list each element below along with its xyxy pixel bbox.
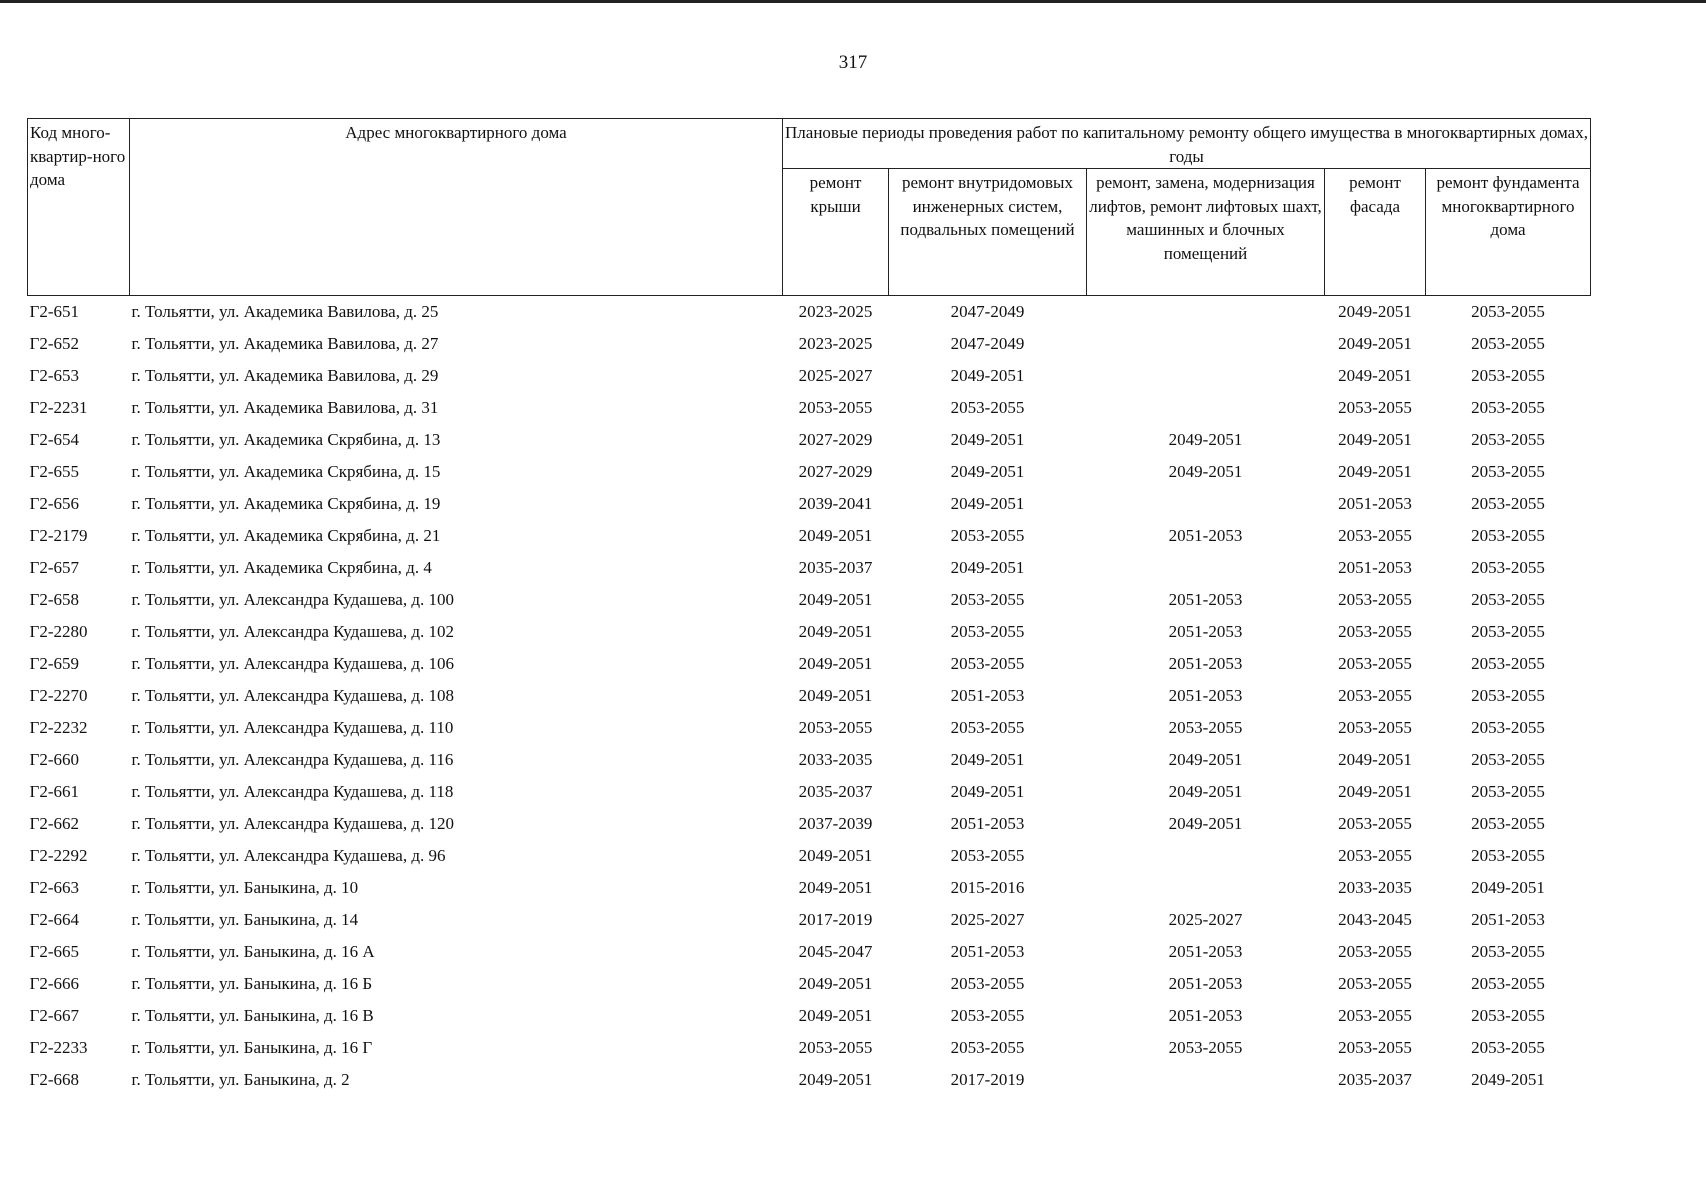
cell-elevators: 2051-2053 (1168, 526, 1243, 545)
table-row (28, 584, 1591, 616)
cell-roof: 2053-2055 (798, 398, 873, 417)
cell-elevators: 2051-2053 (1168, 1006, 1243, 1025)
cell-roof: 2025-2027 (798, 366, 873, 385)
cell-facade: 2053-2055 (1338, 590, 1412, 609)
cell-engineering: 2053-2055 (950, 622, 1025, 641)
cell-code: Г2-662 (29, 814, 79, 833)
cell-facade: 2051-2053 (1338, 494, 1412, 513)
cell-address: г. Тольятти, ул. Баныкина, д. 16 Б (131, 974, 373, 993)
cell-address: г. Тольятти, ул. Александра Кудашева, д. 118 (131, 782, 454, 801)
cell-roof: 2049-2051 (798, 622, 873, 641)
table-row (28, 712, 1591, 744)
cell-code: Г2-2232 (29, 718, 88, 737)
page-number: 317 (838, 52, 868, 73)
cell-facade: 2049-2051 (1338, 302, 1412, 321)
cell-facade: 2053-2055 (1338, 1006, 1412, 1025)
table-row (28, 456, 1591, 488)
header-facade: ремонт фасада (1325, 169, 1426, 296)
cell-code: Г2-2179 (29, 526, 88, 545)
table-row (28, 744, 1591, 776)
cell-facade: 2049-2051 (1338, 430, 1412, 449)
table-row (28, 488, 1591, 520)
cell-engineering: 2015-2016 (950, 878, 1025, 897)
header-foundation: ремонт фундамента многоквартирного дома (1426, 169, 1591, 296)
cell-code: Г2-2231 (29, 398, 88, 417)
cell-engineering: 2025-2027 (950, 910, 1025, 929)
table-row (28, 936, 1591, 968)
cell-address: г. Тольятти, ул. Александра Кудашева, д. 106 (131, 654, 454, 673)
cell-engineering: 2053-2055 (950, 398, 1025, 417)
cell-facade: 2035-2037 (1338, 1070, 1412, 1089)
cell-code: Г2-2233 (29, 1038, 88, 1057)
cell-engineering: 2049-2051 (950, 462, 1025, 481)
table-row (28, 904, 1591, 936)
cell-address: г. Тольятти, ул. Александра Кудашева, д. 110 (131, 718, 454, 737)
table-row (28, 1032, 1591, 1064)
cell-facade: 2053-2055 (1338, 974, 1412, 993)
table-row (28, 840, 1591, 872)
cell-elevators: 2049-2051 (1168, 462, 1243, 481)
cell-facade: 2053-2055 (1338, 526, 1412, 545)
cell-engineering: 2049-2051 (950, 750, 1025, 769)
cell-elevators: 2053-2055 (1168, 1038, 1243, 1057)
cell-facade: 2053-2055 (1338, 398, 1412, 417)
cell-code: Г2-660 (29, 750, 79, 769)
cell-roof: 2039-2041 (798, 494, 873, 513)
cell-roof: 2053-2055 (798, 1038, 873, 1057)
table-header (28, 119, 1591, 296)
cell-engineering: 2051-2053 (950, 814, 1025, 833)
cell-code: Г2-665 (29, 942, 79, 961)
cell-elevators (1087, 552, 1325, 584)
cell-elevators (1087, 360, 1325, 392)
cell-roof: 2049-2051 (798, 974, 873, 993)
cell-address: г. Тольятти, ул. Академика Скрябина, д. 15 (131, 462, 441, 481)
cell-roof: 2049-2051 (798, 1006, 873, 1025)
cell-elevators (1087, 840, 1325, 872)
table-body (28, 296, 1591, 1097)
cell-roof: 2035-2037 (798, 782, 873, 801)
header-row-top (28, 119, 1591, 169)
cell-facade: 2053-2055 (1338, 942, 1412, 961)
cell-foundation: 2053-2055 (1471, 1038, 1545, 1057)
cell-elevators: 2049-2051 (1168, 782, 1243, 801)
cell-code: Г2-659 (29, 654, 79, 673)
cell-facade: 2053-2055 (1338, 718, 1412, 737)
cell-roof: 2049-2051 (798, 846, 873, 865)
top-border-line (0, 0, 1706, 3)
cell-engineering: 2049-2051 (950, 430, 1025, 449)
cell-roof: 2037-2039 (798, 814, 873, 833)
cell-foundation: 2053-2055 (1471, 366, 1545, 385)
cell-code: Г2-667 (29, 1006, 79, 1025)
cell-facade: 2053-2055 (1338, 686, 1412, 705)
cell-engineering: 2053-2055 (950, 1038, 1025, 1057)
cell-engineering: 2049-2051 (950, 558, 1025, 577)
cell-address: г. Тольятти, ул. Академика Вавилова, д. 25 (131, 302, 439, 321)
cell-engineering: 2053-2055 (950, 1006, 1025, 1025)
cell-foundation: 2053-2055 (1471, 750, 1545, 769)
table-row (28, 392, 1591, 424)
cell-elevators: 2053-2055 (1168, 718, 1243, 737)
cell-elevators (1087, 1064, 1325, 1096)
cell-foundation: 2053-2055 (1471, 654, 1545, 673)
cell-foundation: 2053-2055 (1471, 558, 1545, 577)
cell-engineering: 2049-2051 (950, 366, 1025, 385)
cell-foundation: 2053-2055 (1471, 686, 1545, 705)
cell-elevators: 2051-2053 (1168, 622, 1243, 641)
cell-address: г. Тольятти, ул. Баныкина, д. 16 А (131, 942, 375, 961)
cell-foundation: 2051-2053 (1471, 910, 1545, 929)
cell-roof: 2049-2051 (798, 1070, 873, 1089)
cell-foundation: 2053-2055 (1471, 846, 1545, 865)
cell-address: г. Тольятти, ул. Баныкина, д. 10 (131, 878, 359, 897)
cell-elevators (1087, 488, 1325, 520)
cell-code: Г2-2280 (29, 622, 88, 641)
cell-foundation: 2053-2055 (1471, 398, 1545, 417)
cell-address: г. Тольятти, ул. Баныкина, д. 16 В (131, 1006, 374, 1025)
cell-foundation: 2053-2055 (1471, 942, 1545, 961)
cell-roof: 2049-2051 (798, 654, 873, 673)
header-code: Код много-квартир-ного дома (28, 119, 130, 296)
cell-elevators: 2051-2053 (1168, 654, 1243, 673)
header-roof: ремонт крыши (783, 169, 889, 296)
cell-elevators: 2051-2053 (1168, 974, 1243, 993)
cell-engineering: 2053-2055 (950, 974, 1025, 993)
cell-address: г. Тольятти, ул. Академика Скрябина, д. 4 (131, 558, 432, 577)
cell-facade: 2049-2051 (1338, 782, 1412, 801)
cell-code: Г2-661 (29, 782, 79, 801)
cell-code: Г2-666 (29, 974, 79, 993)
cell-code: Г2-656 (29, 494, 79, 513)
cell-foundation: 2053-2055 (1471, 590, 1545, 609)
cell-engineering: 2049-2051 (950, 494, 1025, 513)
cell-address: г. Тольятти, ул. Академика Вавилова, д. 27 (131, 334, 439, 353)
cell-code: Г2-664 (29, 910, 79, 929)
cell-address: г. Тольятти, ул. Александра Кудашева, д. 100 (131, 590, 454, 609)
table-row (28, 872, 1591, 904)
header-periods-group: Плановые периоды проведения работ по капитальному ремонту общего имущества в многоквартирных домах, годы (783, 119, 1591, 169)
cell-code: Г2-658 (29, 590, 79, 609)
cell-elevators: 2049-2051 (1168, 814, 1243, 833)
cell-engineering: 2053-2055 (950, 654, 1025, 673)
cell-code: Г2-657 (29, 558, 79, 577)
cell-foundation: 2053-2055 (1471, 302, 1545, 321)
cell-address: г. Тольятти, ул. Академика Вавилова, д. 31 (131, 398, 439, 417)
cell-elevators (1087, 328, 1325, 360)
cell-foundation: 2053-2055 (1471, 462, 1545, 481)
cell-facade: 2049-2051 (1338, 462, 1412, 481)
cell-roof: 2027-2029 (798, 430, 873, 449)
cell-engineering: 2017-2019 (950, 1070, 1025, 1089)
cell-engineering: 2047-2049 (950, 334, 1025, 353)
cell-elevators: 2049-2051 (1168, 430, 1243, 449)
cell-engineering: 2053-2055 (950, 718, 1025, 737)
cell-roof: 2035-2037 (798, 558, 873, 577)
cell-engineering: 2053-2055 (950, 590, 1025, 609)
cell-roof: 2049-2051 (798, 878, 873, 897)
table-row (28, 648, 1591, 680)
table-row (28, 520, 1591, 552)
cell-elevators (1087, 392, 1325, 424)
table-row (28, 1064, 1591, 1096)
cell-foundation: 2053-2055 (1471, 782, 1545, 801)
cell-address: г. Тольятти, ул. Академика Скрябина, д. 19 (131, 494, 441, 513)
cell-address: г. Тольятти, ул. Александра Кудашева, д. 116 (131, 750, 454, 769)
cell-elevators: 2049-2051 (1168, 750, 1243, 769)
header-address: Адрес многоквартирного дома (130, 119, 783, 296)
table-row (28, 776, 1591, 808)
cell-roof: 2023-2025 (798, 334, 873, 353)
cell-address: г. Тольятти, ул. Академика Скрябина, д. 13 (131, 430, 441, 449)
table-row (28, 296, 1591, 329)
cell-foundation: 2053-2055 (1471, 622, 1545, 641)
cell-foundation: 2053-2055 (1471, 718, 1545, 737)
cell-roof: 2045-2047 (798, 942, 873, 961)
table-row (28, 968, 1591, 1000)
cell-facade: 2049-2051 (1338, 366, 1412, 385)
cell-foundation: 2049-2051 (1471, 1070, 1545, 1089)
cell-elevators: 2051-2053 (1168, 686, 1243, 705)
cell-engineering: 2047-2049 (950, 302, 1025, 321)
table-row (28, 552, 1591, 584)
cell-address: г. Тольятти, ул. Александра Кудашева, д. 96 (131, 846, 446, 865)
cell-address: г. Тольятти, ул. Академика Скрябина, д. 21 (131, 526, 441, 545)
cell-facade: 2049-2051 (1338, 750, 1412, 769)
cell-code: Г2-663 (29, 878, 79, 897)
cell-roof: 2017-2019 (798, 910, 873, 929)
header-engineering: ремонт внутридомовых инженерных систем, подвальных помещений (889, 169, 1087, 296)
cell-roof: 2053-2055 (798, 718, 873, 737)
cell-address: г. Тольятти, ул. Александра Кудашева, д. 108 (131, 686, 454, 705)
cell-facade: 2033-2035 (1338, 878, 1412, 897)
cell-engineering: 2053-2055 (950, 526, 1025, 545)
cell-engineering: 2049-2051 (950, 782, 1025, 801)
cell-code: Г2-2292 (29, 846, 88, 865)
cell-roof: 2049-2051 (798, 590, 873, 609)
cell-code: Г2-651 (29, 302, 79, 321)
table-row (28, 360, 1591, 392)
cell-address: г. Тольятти, ул. Александра Кудашева, д. 120 (131, 814, 454, 833)
cell-code: Г2-2270 (29, 686, 88, 705)
cell-code: Г2-652 (29, 334, 79, 353)
cell-engineering: 2051-2053 (950, 686, 1025, 705)
cell-address: г. Тольятти, ул. Александра Кудашева, д. 102 (131, 622, 454, 641)
cell-elevators: 2051-2053 (1168, 942, 1243, 961)
table-row (28, 424, 1591, 456)
cell-code: Г2-655 (29, 462, 79, 481)
table-row (28, 328, 1591, 360)
cell-foundation: 2049-2051 (1471, 878, 1545, 897)
table-row (28, 680, 1591, 712)
cell-code: Г2-654 (29, 430, 79, 449)
capital-repair-schedule-table (27, 118, 1591, 1096)
cell-address: г. Тольятти, ул. Баныкина, д. 16 Г (131, 1038, 373, 1057)
cell-roof: 2049-2051 (798, 686, 873, 705)
cell-foundation: 2053-2055 (1471, 526, 1545, 545)
cell-engineering: 2053-2055 (950, 846, 1025, 865)
cell-foundation: 2053-2055 (1471, 334, 1545, 353)
cell-facade: 2049-2051 (1338, 334, 1412, 353)
cell-facade: 2053-2055 (1338, 814, 1412, 833)
cell-code: Г2-668 (29, 1070, 79, 1089)
header-elevators: ремонт, замена, модернизация лифтов, ремонт лифтовых шахт, машинных и блочных помещений (1087, 169, 1325, 296)
cell-facade: 2053-2055 (1338, 846, 1412, 865)
cell-elevators: 2051-2053 (1168, 590, 1243, 609)
cell-facade: 2053-2055 (1338, 622, 1412, 641)
cell-foundation: 2053-2055 (1471, 974, 1545, 993)
table-row (28, 1000, 1591, 1032)
cell-foundation: 2053-2055 (1471, 814, 1545, 833)
cell-roof: 2023-2025 (798, 302, 873, 321)
table-row (28, 808, 1591, 840)
cell-foundation: 2053-2055 (1471, 1006, 1545, 1025)
cell-roof: 2027-2029 (798, 462, 873, 481)
cell-elevators (1087, 872, 1325, 904)
cell-foundation: 2053-2055 (1471, 430, 1545, 449)
cell-facade: 2053-2055 (1338, 654, 1412, 673)
cell-code: Г2-653 (29, 366, 79, 385)
table-row (28, 616, 1591, 648)
cell-address: г. Тольятти, ул. Академика Вавилова, д. 29 (131, 366, 439, 385)
cell-facade: 2053-2055 (1338, 1038, 1412, 1057)
cell-facade: 2051-2053 (1338, 558, 1412, 577)
cell-elevators (1087, 296, 1325, 329)
cell-roof: 2033-2035 (798, 750, 873, 769)
cell-facade: 2043-2045 (1338, 910, 1412, 929)
cell-roof: 2049-2051 (798, 526, 873, 545)
cell-address: г. Тольятти, ул. Баныкина, д. 14 (131, 910, 359, 929)
cell-foundation: 2053-2055 (1471, 494, 1545, 513)
cell-engineering: 2051-2053 (950, 942, 1025, 961)
cell-elevators: 2025-2027 (1168, 910, 1243, 929)
cell-address: г. Тольятти, ул. Баныкина, д. 2 (131, 1070, 350, 1089)
